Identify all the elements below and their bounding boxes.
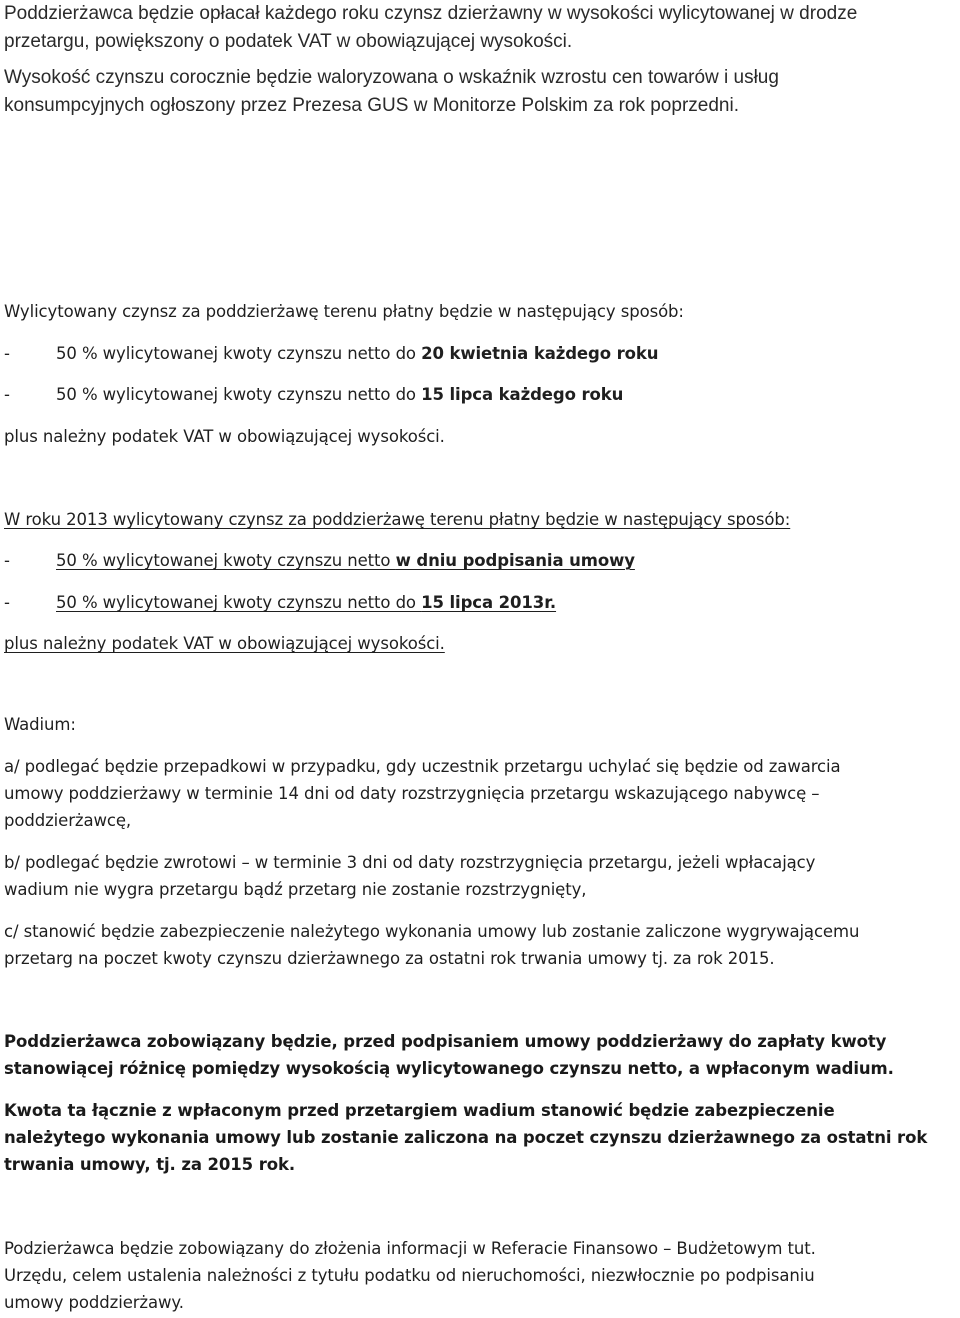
payment-vat-note: plus należny podatek VAT w obowiązującej wysokości.	[4, 427, 445, 446]
payment-2013-item-1	[4, 547, 956, 574]
payment-item-2	[4, 381, 956, 408]
payment-2013-item-date: w dniu podpisania umowy	[395, 551, 635, 570]
wadium-point-a	[4, 753, 956, 834]
payment-2013-vat-text: plus należny podatek VAT w obowiązującej wysokości.	[4, 634, 445, 653]
closing-line: Urzędu, celem ustalenia należności z tytułu podatku od nieruchomości, niezwłocznie po podpisaniu	[4, 1266, 815, 1285]
payment-2013-item-text: 50 % wylicytowanej kwoty czynszu netto do	[56, 593, 422, 612]
payment-item-date: 20 kwietnia każdego roku	[421, 344, 659, 363]
wadium-point-b-line: b/ podlegać będzie zwrotowi – w terminie 3 dni od daty rozstrzygnięcia przetargu, jeżeli wpłacający	[4, 853, 816, 872]
payment-2013-item-text: 50 % wylicytowanej kwoty czynszu netto	[56, 551, 396, 570]
rent-paragraph	[4, 0, 956, 56]
indexation-paragraph-line: Wysokość czynszu corocznie będzie waloryzowana o wskaźnik wzrostu cen towarów i usług	[4, 67, 779, 88]
obligation-paragraph-2	[4, 1097, 956, 1178]
obligation-paragraph-1	[4, 1028, 956, 1082]
payment-heading: Wylicytowany czynsz za poddzierżawę terenu płatny będzie w następujący sposób:	[4, 302, 684, 321]
obligation-line: należytego wykonania umowy lub zostanie zaliczona na poczet czynszu dzierżawnego za ostatni rok	[4, 1128, 928, 1147]
payment-2013-heading	[4, 506, 956, 533]
closing-paragraph	[4, 1235, 956, 1316]
wadium-point-a-line: a/ podlegać będzie przepadkowi w przypadku, gdy uczestnik przetargu uchylać się będzie od zawarcia	[4, 757, 841, 776]
bullet-dash: -	[4, 551, 10, 570]
obligation-line: Poddzierżawca zobowiązany będzie, przed podpisaniem umowy poddzierżawy do zapłaty kwoty	[4, 1032, 887, 1051]
rent-paragraph-line: przetargu, powiększony o podatek VAT w obowiązującej wysokości.	[4, 31, 573, 52]
bullet-dash: -	[4, 344, 10, 363]
obligation-line: stanowiącej różnicę pomiędzy wysokością wylicytowanego czynszu netto, a wpłaconym wadium.	[4, 1059, 894, 1078]
wadium-point-c	[4, 918, 956, 972]
indexation-paragraph-line: konsumpcyjnych ogłoszony przez Prezesa GUS w Monitorze Polskim za rok poprzedni.	[4, 95, 739, 116]
closing-line: umowy poddzierżawy.	[4, 1293, 184, 1312]
payment-item-text: 50 % wylicytowanej kwoty czynszu netto do	[56, 344, 422, 363]
payment-item-1	[4, 340, 956, 367]
payment-2013-item-date: 15 lipca 2013r.	[421, 593, 557, 612]
closing-line: Podzierżawca będzie zobowiązany do złożenia informacji w Referacie Finansowo – Budżetowym tut.	[4, 1239, 816, 1258]
wadium-point-a-line: poddzierżawcę,	[4, 811, 132, 830]
wadium-heading: Wadium:	[4, 715, 76, 734]
bullet-dash: -	[4, 385, 10, 404]
wadium-point-b-line: wadium nie wygra przetargu bądź przetarg nie zostanie rozstrzygnięty,	[4, 880, 587, 899]
bullet-dash: -	[4, 593, 10, 612]
payment-2013-heading-text: W roku 2013 wylicytowany czynsz za poddzierżawę terenu płatny będzie w następujący sposób:	[4, 510, 791, 529]
wadium-point-c-line: przetarg na poczet kwoty czynszu dzierżawnego za ostatni rok trwania umowy tj. za rok 2015.	[4, 949, 775, 968]
wadium-point-c-line: c/ stanowić będzie zabezpieczenie należytego wykonania umowy lub zostanie zaliczone wygrywającemu	[4, 922, 860, 941]
payment-item-date: 15 lipca każdego roku	[421, 385, 624, 404]
payment-2013-item-2	[4, 589, 956, 616]
payment-item-text: 50 % wylicytowanej kwoty czynszu netto do	[56, 385, 422, 404]
obligation-line: Kwota ta łącznie z wpłaconym przed przetargiem wadium stanowić będzie zabezpieczenie	[4, 1101, 835, 1120]
indexation-paragraph	[4, 64, 956, 120]
rent-paragraph-line: Poddzierżawca będzie opłacał każdego roku czynsz dzierżawny w wysokości wylicytowanej w drodze	[4, 3, 858, 24]
wadium-point-b	[4, 849, 956, 903]
wadium-point-a-line: umowy poddzierżawy w terminie 14 dni od daty rozstrzygnięcia przetargu wskazującego nabywcę –	[4, 784, 820, 803]
obligation-line: trwania umowy, tj. za 2015 rok.	[4, 1155, 296, 1174]
payment-2013-vat-note	[4, 630, 956, 657]
